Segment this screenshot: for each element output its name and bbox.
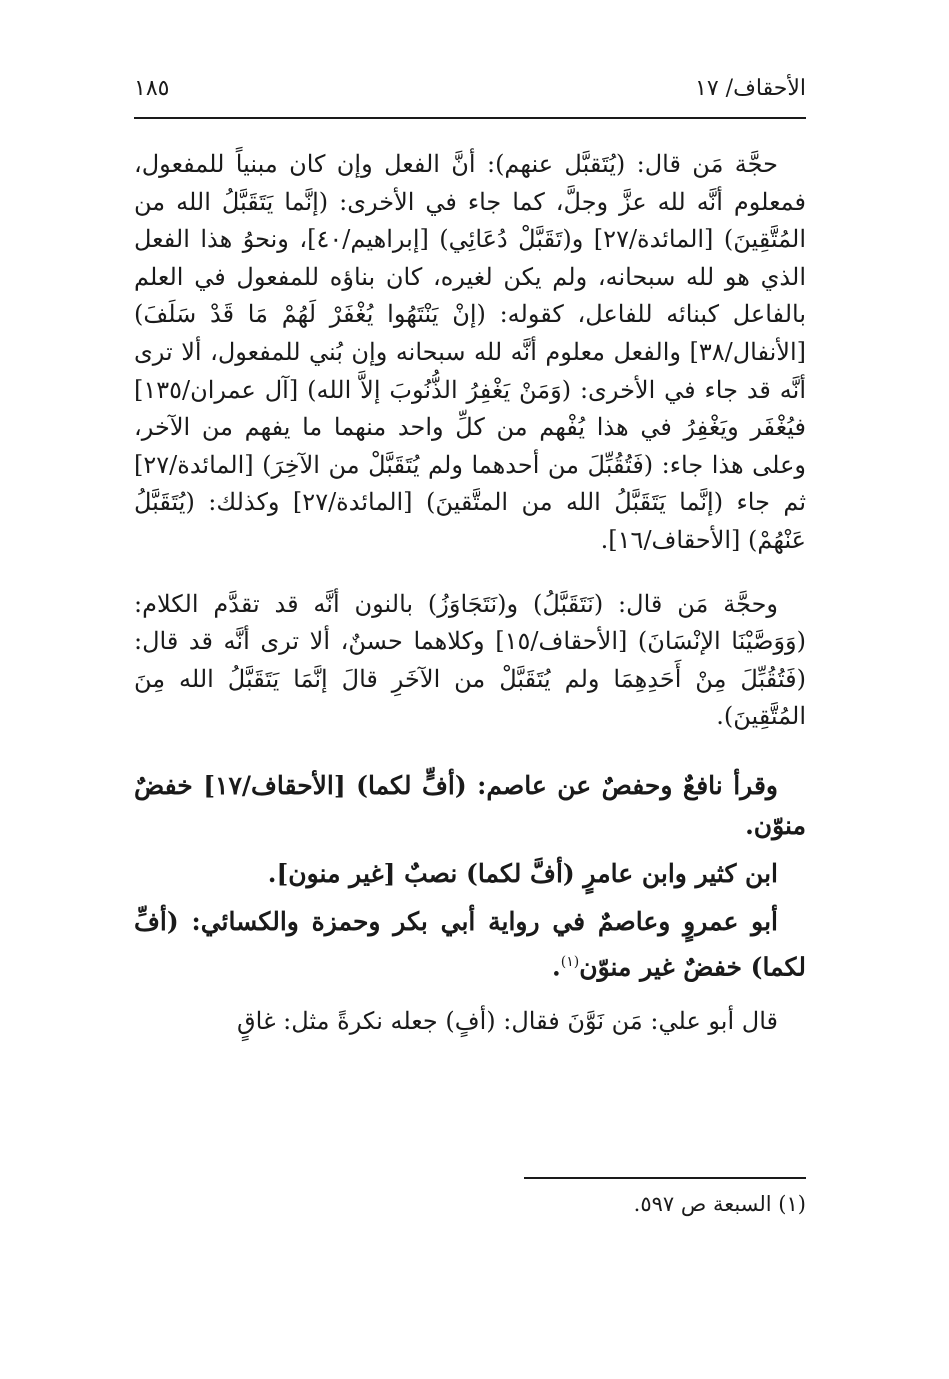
paragraph-reading-nafi: وقرأ نافعٌ وحفصٌ عن عاصم: (أفٍّ لكما) [الأحقاف/١٧] خفضٌ منوّن. — [134, 770, 806, 840]
paragraph-hujja-nun: وحجَّة مَن قال: (نَتَقَبَّلُ) و(نَتَجَاوَزُ) بالنون أنَّه قد تقدَّم الكلام: (وَوَصَّيْنَا الإنْسَانَ) [الأحقاف/١٥] وكلاهما حسنٌ، ألا ترى أنَّه قد قال: (فَتُقُبِّلَ مِنْ أَحَدِهِمَا ولم يُتَقَبَّلْ من الآخَرِ قالَ إنَّمَا يَتَقَبَّلُ الله مِنَ المُتَّقِينَ). — [134, 589, 806, 731]
paragraph-hujja-passive: حجَّة مَن قال: (يُتَقبَّل عنهم): أنَّ الفعل وإن كان مبنياً للمفعول، فمعلوم أنَّه لله عزَّ وجلَّ، كما جاء في الأخرى: (إنَّما يَتَقَبَّلُ الله من المُتَّقِينَ) [المائدة/٢٧] و(تَقَبَّلْ دُعَائِي) [إبراهيم/٤٠]، ونحوُ هذا الفعل الذي هو لله سبحانه، ولم يكن لغيره، كان بناؤه للمفعول في العلم بالفاعل كبنائه للفاعل، كقوله: (إنْ يَنْتَهُوا يُغْفَرْ لَهُمْ مَا قَدْ سَلَفَ) [الأنفال/٣٨] والفعل معلوم أنَّه لله سبحانه وإن بُني للمفعول، ألا ترى أنَّه قد جاء في الأخرى: (وَمَنْ يَغْفِرُ الذُّنُوبَ إلاَّ الله) [آل عمران/١٣٥] فيُغْفَر ويَغْفِرُ في هذا يُفْهم من كلِّ واحد منهما ما يفهم من الآخر، وعلى هذا جاء: (فَتُقُبِّلَ من أحدهما ولم يُتَقَبَّلْ من الآخِرَ) [المائدة/٢٧] ثم جاء (إنَّما يَتَقَبَّلُ الله من المتَّقينَ) [المائدة/٢٧] وكذلك: (يُتَقَبَّلُ عَنْهُمْ) [الأحقاف/١٦]. — [134, 150, 807, 554]
reading-abu-amr-text: أبو عمروٍ وعاصمٌ في رواية أبي بكر وحمزة والكسائي: (أفِّ لكما) خفضٌ غير منوّن — [134, 906, 806, 982]
footnote: (١) السبعة ص ٥٩٧. — [633, 1192, 806, 1216]
footnote-marker[interactable]: (١) — [560, 953, 580, 970]
paragraph-abu-ali: قال أبو علي: مَن نَوَّنَ فقال: (أفٍ) جعله نكرةً مثل: غاقٍ — [237, 1007, 778, 1036]
header-rule — [134, 117, 806, 119]
page-header — [134, 68, 806, 108]
paragraph-reading-ibn-kathir: ابن كثير وابن عامرٍ (أفَّ لكما) نصبٌ [غير منون]. — [267, 858, 778, 888]
page-number: ١٨٥ — [134, 75, 170, 101]
paragraph-reading-abu-amr: أبو عمروٍ وعاصمٌ في رواية أبي بكر وحمزة والكسائي: (أفِّ لكما) خفضٌ غير منوّن$^{(١)}$. — [134, 906, 806, 982]
body-text — [134, 146, 806, 1041]
chapter-reference: الأحقاف/ ١٧ — [695, 75, 806, 101]
footnote-rule — [524, 1177, 806, 1179]
